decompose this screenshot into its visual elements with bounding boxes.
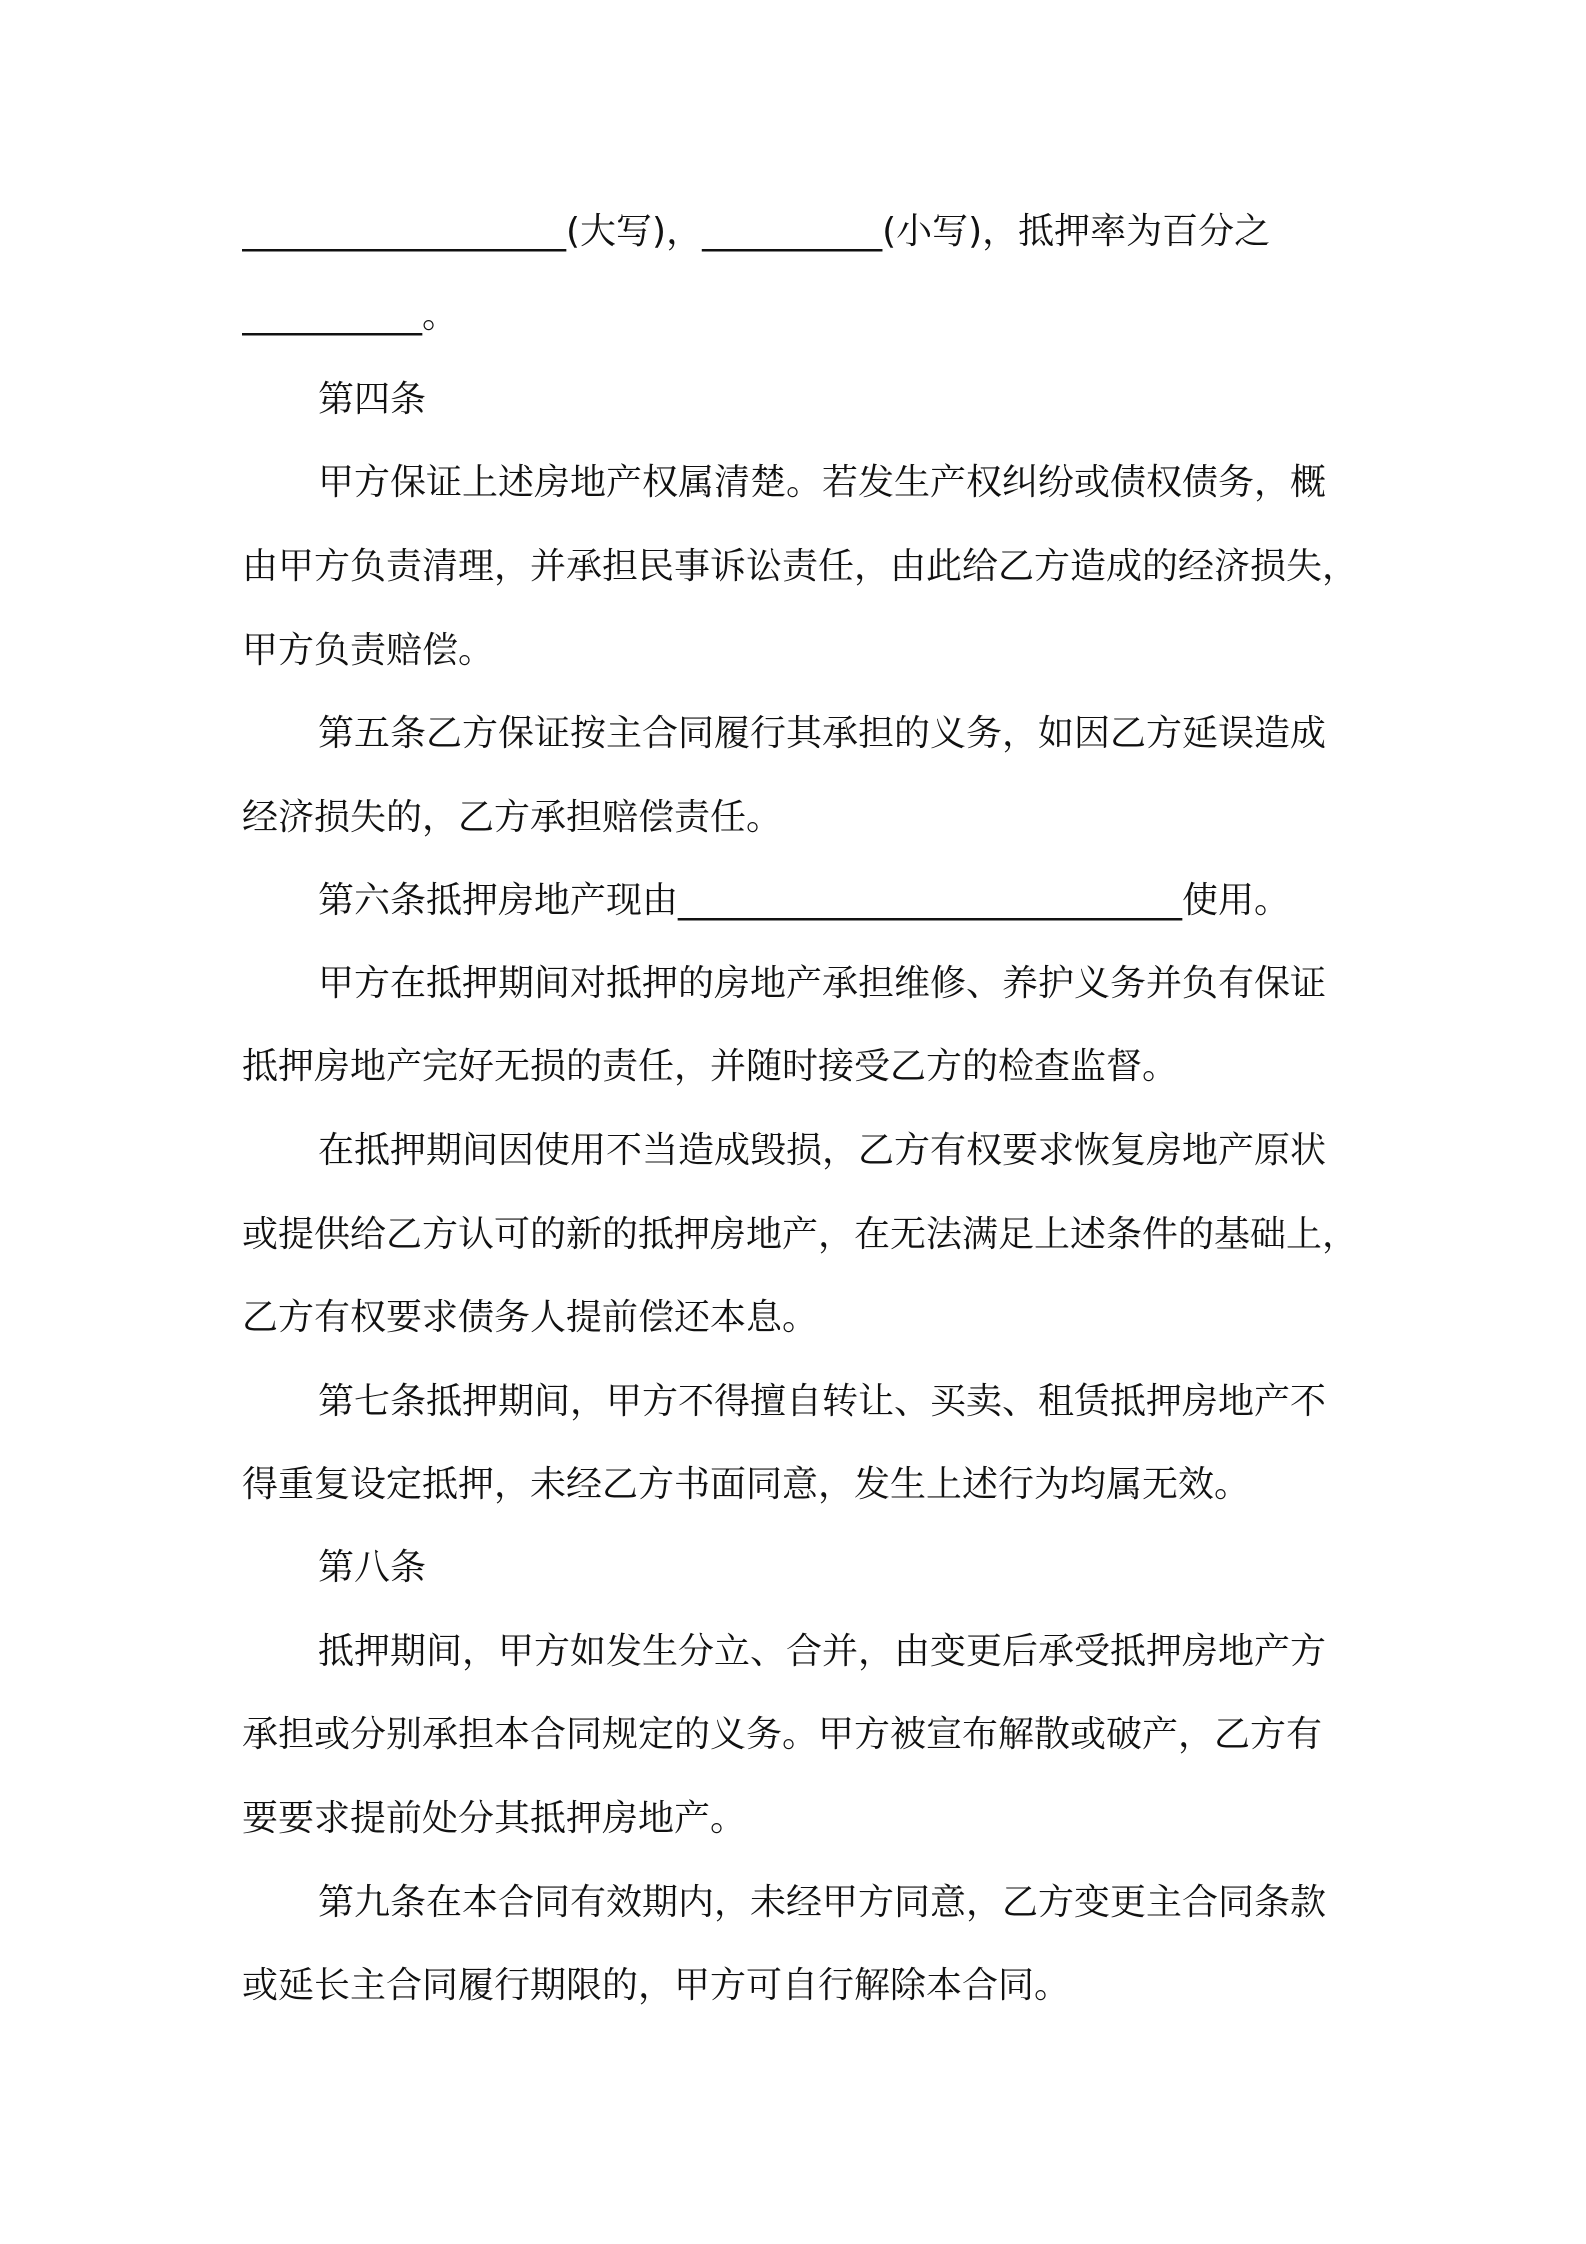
text-line: 第九条在本合同有效期内，未经甲方同意，乙方变更主合同条款 <box>318 1882 1327 1923</box>
article-heading: 第四条 <box>318 379 427 420</box>
text-line: __________________(大写)，__________(小写)，抵押率为百分之 <box>242 211 1271 252</box>
text-line: 或提供给乙方认可的新的抵押房地产，在无法满足上述条件的基础上， <box>242 1214 1359 1255</box>
text-line: 甲方保证上述房地产权属清楚。若发生产权纠纷或债权债务，概 <box>318 462 1327 503</box>
text-line: 抵押期间，甲方如发生分立、合并，由变更后承受抵押房地产方 <box>318 1631 1327 1672</box>
text-line: 抵押房地产完好无损的责任，并随时接受乙方的检查监督。 <box>242 1046 1179 1087</box>
text-line: 经济损失的，乙方承担赔偿责任。 <box>242 797 783 838</box>
text-line: 第六条抵押房地产现由____________________________使用。 <box>318 880 1291 921</box>
text-line: 或延长主合同履行期限的，甲方可自行解除本合同。 <box>242 1965 1071 2006</box>
text-line: 甲方在抵押期间对抵押的房地产承担维修、养护义务并负有保证 <box>318 963 1327 1004</box>
text-line: 承担或分别承担本合同规定的义务。甲方被宣布解散或破产，乙方有 <box>242 1714 1323 1755</box>
text-line: 在抵押期间因使用不当造成毁损，乙方有权要求恢复房地产原状 <box>318 1130 1327 1171</box>
text-line: 第七条抵押期间，甲方不得擅自转让、买卖、租赁抵押房地产不 <box>318 1381 1327 1422</box>
article-heading: 第八条 <box>318 1547 427 1588</box>
text-line: __________。 <box>242 295 459 336</box>
text-line: 乙方有权要求债务人提前偿还本息。 <box>242 1297 819 1338</box>
text-line: 第五条乙方保证按主合同履行其承担的义务，如因乙方延误造成 <box>318 713 1327 754</box>
text-line: 得重复设定抵押，未经乙方书面同意，发生上述行为均属无效。 <box>242 1464 1251 1505</box>
text-line: 甲方负责赔偿。 <box>242 630 495 671</box>
text-line: 要要求提前处分其抵押房地产。 <box>242 1798 747 1839</box>
text-line: 由甲方负责清理，并承担民事诉讼责任，由此给乙方造成的经济损失， <box>242 546 1359 587</box>
